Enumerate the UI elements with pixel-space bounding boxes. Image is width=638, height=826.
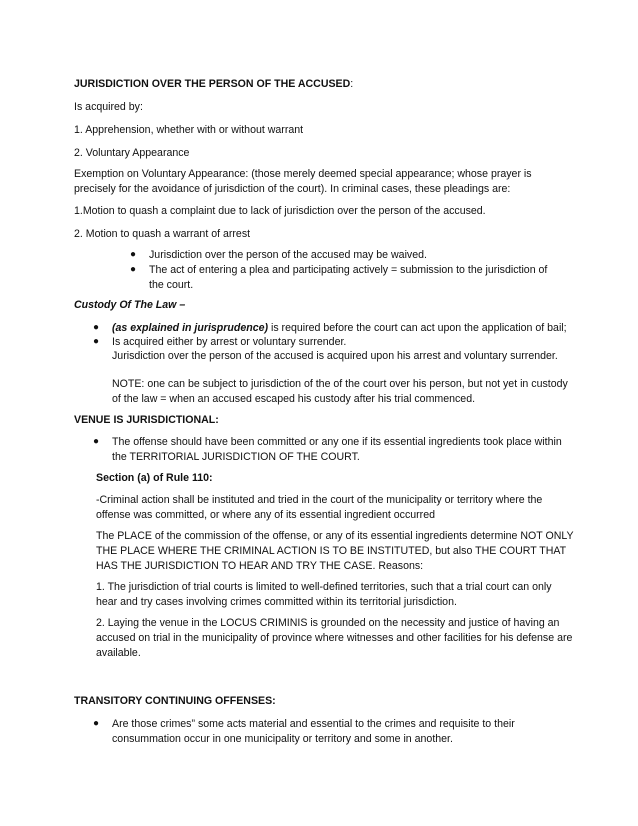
motion-quash-warrant: 2. Motion to quash a warrant of arrest [74, 228, 251, 240]
bullet-icon: ● [93, 336, 100, 347]
bullet-icon: ● [93, 718, 100, 729]
place-paragraph: The PLACE of the commission of the offense, or any of its essential ingredients determine NOT ONLY THE PLACE WHERE THE CRIMINAL ACTION IS TO BE INSTITUTED, but also THE COURT THAT HAS THE JURISDICTION TO HEAR AND TRY THE CASE. Reasons: [96, 530, 574, 572]
criminal-action-paragraph: -Criminal action shall be instituted and tried in the court of the municipality or territory where the offense was committed, or where any of its essential ingredient occurred [96, 494, 543, 521]
bullet-icon: ● [93, 322, 100, 333]
bullet-icon: ● [93, 436, 100, 447]
section-rule-heading: Section (a) of Rule 110: [96, 472, 213, 484]
bullet-icon: ● [130, 264, 137, 275]
motion-quash-complaint: 1.Motion to quash a complaint due to lack of jurisdiction over the person of the accused. [74, 205, 486, 217]
jurisprudence-emphasis: (as explained in jurisprudence) [112, 322, 269, 334]
reason-2-paragraph: 2. Laying the venue in the LOCUS CRIMINIS is grounded on the necessity and justice of having an accused on trial in the municipality of province where witnesses and other facilities for his defense are available. [96, 617, 573, 659]
list-item [93, 435, 574, 465]
venue-heading: VENUE IS JURISDICTIONAL: [74, 414, 219, 426]
bullet-icon: ● [130, 249, 137, 260]
list-item-text: The offense should have been committed or any one if its essential ingredients took place within the TERRITORIAL JURISDICTION OF THE COURT. [112, 436, 562, 463]
exemption-paragraph: Exemption on Voluntary Appearance: (those merely deemed special appearance; whose prayer is precisely for the avoidance of jurisdiction of the court). In criminal cases, these pleadings are: [74, 168, 532, 195]
acquired-by-text: Is acquired by: [74, 101, 143, 113]
list-item [93, 717, 574, 747]
list-item [130, 263, 564, 293]
list-item [93, 335, 574, 350]
heading-colon: : [350, 78, 354, 90]
voluntary-appearance-item: 2. Voluntary Appearance [74, 147, 190, 159]
custody-note: NOTE: one can be subject to jurisdiction of the of the court over his person, but not yet in custody of the law = when an accused escaped his custody after his trial commenced. [112, 378, 568, 405]
custody-heading: Custody Of The Law – [74, 299, 186, 311]
jurisdiction-heading: JURISDICTION OVER THE PERSON OF THE ACCUSED [74, 78, 351, 90]
reason-1-paragraph: 1. The jurisdiction of trial courts is limited to well-defined territories, such that a trial court can only hear and try cases involving crimes committed within its territorial jurisdiction. [96, 581, 552, 608]
list-item-text: The act of entering a plea and participating actively = submission to the jurisdiction of the court. [149, 264, 548, 291]
transitory-heading: TRANSITORY CONTINUING OFFENSES: [74, 695, 276, 707]
list-item-text: Jurisdiction over the person of the accused may be waived. [149, 249, 427, 261]
list-item-text: Is acquired either by arrest or voluntary surrender. [112, 336, 347, 348]
list-item-text: Are those crimes” some acts material and essential to the crimes and requisite to their consummation occur in one municipality or territory and some in another. [112, 718, 515, 745]
custody-continuation: Jurisdiction over the person of the accused is acquired upon his arrest and voluntary surrender. [112, 350, 558, 362]
jurisdiction-heading-line [74, 77, 574, 92]
list-item-text: is required before the court can act upon the application of bail; [268, 322, 567, 334]
list-item [93, 321, 574, 336]
list-item [130, 248, 564, 263]
apprehension-item: 1. Apprehension, whether with or without warrant [74, 124, 304, 136]
